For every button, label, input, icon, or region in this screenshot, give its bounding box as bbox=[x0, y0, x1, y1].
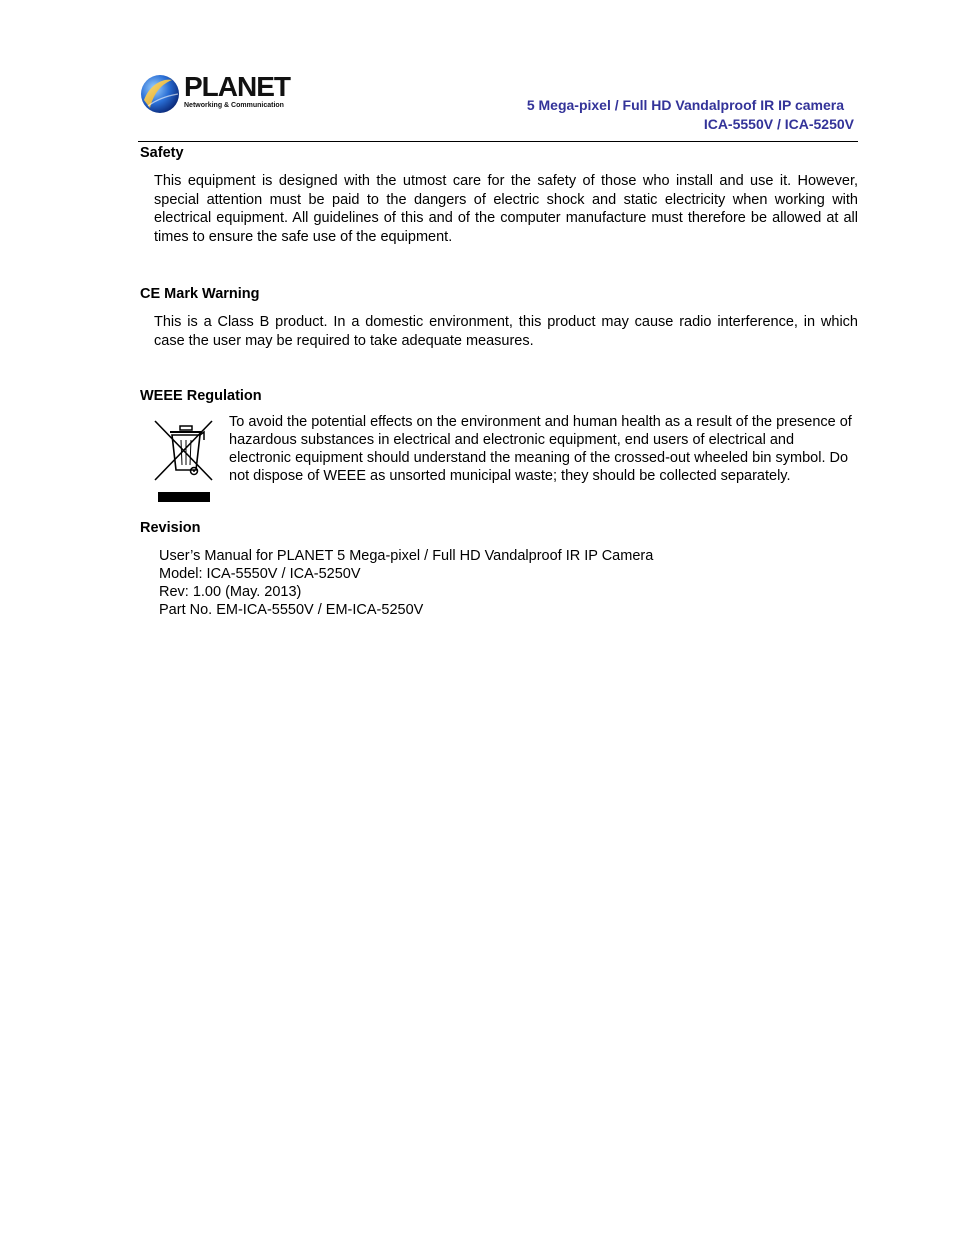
logo-wordmark: PLANET bbox=[184, 71, 290, 102]
header-divider bbox=[138, 141, 858, 142]
weee-paragraph: To avoid the potential effects on the environment and human health as a result of the presence of hazardous substances in electrical and electronic equipment, end users of electrical and electronic equipment should understand the meaning of the crossed-out wheeled bin symbol. Do not dispose of WEEE as unsorted municipal waste; they should be collected separately. bbox=[229, 414, 852, 484]
ce-mark-heading: CE Mark Warning bbox=[140, 286, 260, 302]
weee-heading: WEEE Regulation bbox=[140, 388, 262, 404]
revision-model-line: Model: ICA-5550V / ICA-5250V bbox=[159, 566, 361, 582]
safety-heading: Safety bbox=[140, 145, 184, 161]
logo-tagline: Networking & Communication bbox=[184, 102, 284, 109]
revision-manual-line: User’s Manual for PLANET 5 Mega-pixel / Full HD Vandalproof IR IP Camera bbox=[159, 548, 654, 564]
safety-paragraph: This equipment is designed with the utmost care for the safety of those who install and use it. However, special attention must be paid to the dangers of electric shock and static electricity when working with electrical equipment. All guidelines of this and of the computer manufacture must therefore be allowed at all times to ensure the safe use of the equipment. bbox=[154, 173, 858, 245]
revision-details bbox=[159, 547, 653, 619]
revision-rev-line: Rev: 1.00 (May. 2013) bbox=[159, 584, 302, 600]
revision-heading: Revision bbox=[140, 520, 201, 536]
model-line: ICA-5550V / ICA-5250V bbox=[703, 116, 854, 132]
document-header-title bbox=[527, 96, 854, 134]
planet-logo bbox=[138, 70, 298, 116]
crossed-out-wheeled-bin-icon bbox=[152, 418, 214, 506]
ce-mark-paragraph: This is a Class B product. In a domestic environment, this product may cause radio interference, in which case the user may be required to take adequate measures. bbox=[154, 314, 858, 349]
product-line: 5 Mega-pixel / Full HD Vandalproof IR IP camera bbox=[526, 97, 844, 113]
revision-part-number-line: Part No. EM-ICA-5550V / EM-ICA-5250V bbox=[159, 602, 424, 618]
